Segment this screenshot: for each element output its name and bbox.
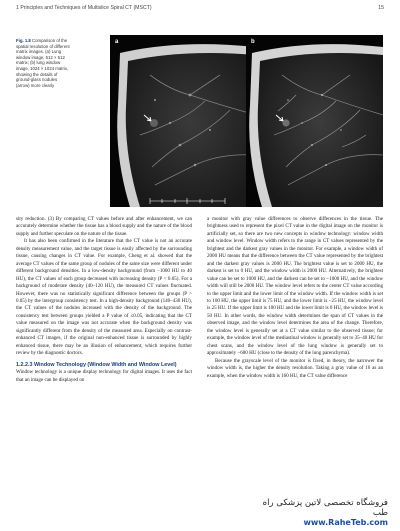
watermark-store-name: فروشگاه تخصصی لاتین پزشکی راه طب bbox=[262, 498, 388, 518]
lung-ct-image-1024 bbox=[246, 35, 383, 207]
section-heading: 1.2.2.3 Window Technology (Window Width and Window Level) bbox=[16, 361, 177, 368]
watermark bbox=[248, 498, 388, 528]
figure-caption bbox=[16, 38, 70, 88]
ct-image-panel-a bbox=[110, 35, 256, 207]
paragraph: a monitor with gray value differences to observe differences in the tissue. The brightness used to represent the pixel CT value in the digital image on the monitor is artificially set, so there are two new concepts in window technology: window width and window level. Window width refers to the range in CT values represented by the brightest and the darkest gray values in the monitor. For example, a window width of 2000 HU means that the difference between the CT value represented by the brightest and the darkest gray values is 2000 HU. The brightest value is set to 2000 HU, the darkest is set to 0 HU, and the window width is 2000 HU. Alternatively, the brightest value can be set to 1000 HU, and the darkest can be set to −1000 HU, and the window width will still be 2000 HU. The window level refers to the center CT value according to the upper limit and the lower limit of the window width. If the window width is set to 100 HU, the upper limit is 75 HU, and the lower limit is −25 HU, the window level is 25 HU. If the upper limit is 100 HU and the lower limit is 0 HU, the window level is 50 HU. In other words, the window width determines the span of CT values in the observed image, and the window level determines the area of the change. Therefore, the window level is generally set at a CT value similar to the observed tissue; for example, the window level of the mediastinal window is generally set to 35–40 HU for chest scans, and the window level of the lung window is generally set to approximately −600 HU (close to the density of the lung parenchyma). bbox=[207, 216, 383, 357]
ct-image-panel-b bbox=[246, 35, 383, 207]
paragraph: Because the grayscale level of the monitor is fixed, in theory, the narrower the window width is, the higher the density resolution. Taking a gray value of 16 as an example, when the window width is 160 HU, the CT value difference bbox=[207, 357, 383, 379]
figure-label: Fig. 1.8 bbox=[16, 38, 31, 43]
paragraph: sity reduction. (3) By comparing CT values before and after enhancement, we can accurately determine whether the tissue has a blood supply and the nature of the blood supply and further speculate on the nature of the tissue. bbox=[16, 216, 192, 237]
chapter-title: 1 Principles and Techniques of Multislice Spiral CT (MSCT) bbox=[16, 5, 152, 11]
lung-ct-image-512 bbox=[110, 35, 256, 207]
watermark-url: www.RaheTeb.com bbox=[303, 518, 388, 527]
panel-a-label: a bbox=[115, 39, 119, 45]
page-number: 15 bbox=[378, 5, 384, 11]
right-text-column bbox=[207, 216, 383, 380]
figure-caption-text: Comparison of the spatial resolution of different matrix images. (a) Lung window image, 512 × 512 matrix; (b) lung window image, 1024 × 1024 matrix, showing the details of ground-glass nodules (arrow) more clearly bbox=[16, 38, 70, 88]
paragraph: Window technology is a unique display technology for digital images. It uses the fact that an image can be displayed on bbox=[16, 369, 192, 383]
running-head bbox=[16, 5, 384, 15]
paragraph: It has also been confirmed in the literature that the CT value is not an accurate density measurement value, and the target tissue is easily affected by the surrounding tissue, causing changes in CT value. For example, Cheng et al. showed that the average CT values of the same group of nodules of the same size were different under different background densities. In a low-density background (from −1000 HU to 40 HU), the CT values of each group decreased with increasing density (P < 0.05). For a background of moderate density (40–120 HU), the measured CT values fluctuated. However, there was no statistically significant difference between the groups (P > 0.05) by the intergroup consistency test. In a high-density background (140–430 HU), the CT values of the nodules increased with the density of the background. The consistency test between groups yielded a P value of ≤0.05, indicating that the CT value measured on the image was not accurate when the background density was significantly different from the density of the measured area. Especially on contrast-enhanced CT images, if the original non-enhanced tissue is surrounded by highly enhanced tissue, there may be an illusion of enhancement, which requires further review by the diagnostic doctors. bbox=[16, 238, 192, 357]
left-text-column bbox=[16, 216, 192, 384]
panel-b-label: b bbox=[251, 39, 255, 45]
